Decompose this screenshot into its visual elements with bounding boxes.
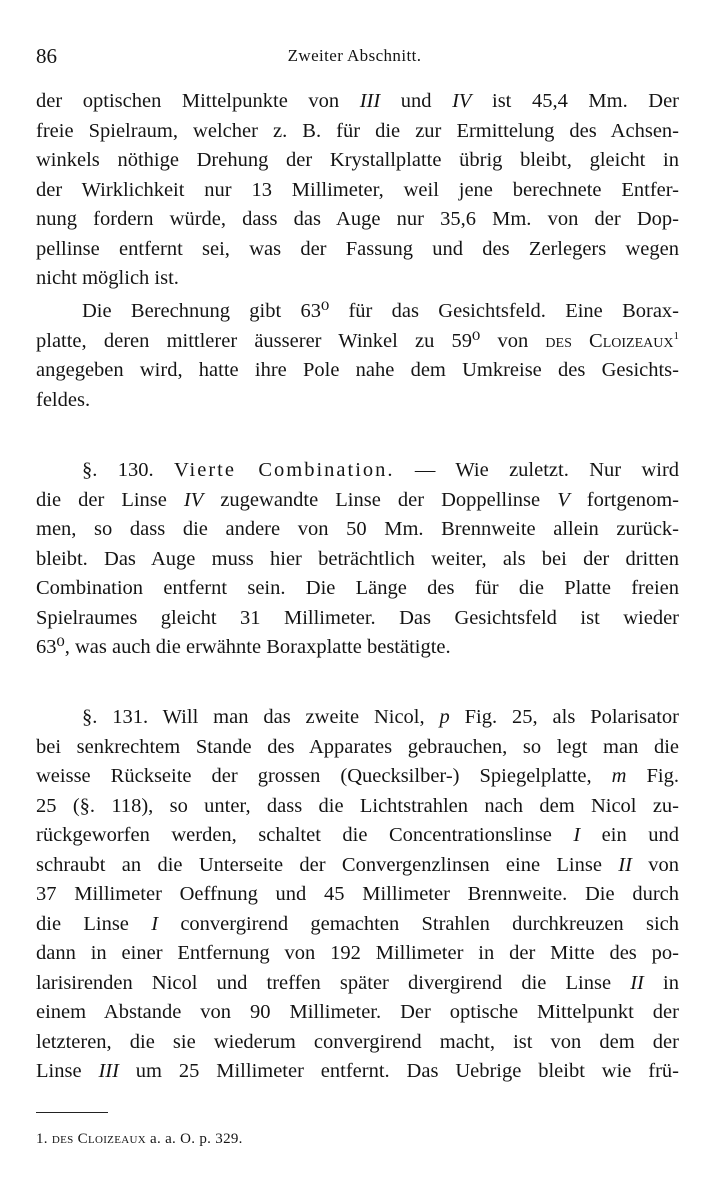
footnote	[36, 1131, 243, 1148]
text-line: rückgeworfen werden, schaltet die Concentrationslinse I ein und	[36, 824, 679, 846]
text-line: die Linse I convergirend gemachten Strahlen durchkreuzen sich	[36, 912, 679, 935]
text-line: Combination entfernt sein. Die Länge des für die Platte freien	[36, 577, 679, 599]
text-line: nicht möglich ist.	[36, 267, 179, 289]
text-line: pellinse entfernt sei, was der Fassung und des Zerlegers wegen	[36, 237, 679, 260]
text-line: der optischen Mittelpunkte von III und IV ist 45,4 Mm. Der	[36, 90, 679, 112]
footnote-reference: a. a. O. p. 329.	[150, 1131, 243, 1147]
section-heading: Vierte Combination.	[173, 459, 395, 481]
text-line: larisirenden Nicol und treffen später divergirend die Linse II in	[36, 971, 679, 994]
paragraph-2	[36, 297, 679, 415]
paragraph-1	[36, 87, 679, 294]
text-line: letzteren, die sie wiederum convergirend macht, ist von dem der	[36, 1030, 679, 1053]
text-line: 37 Millimeter Oeffnung und 45 Millimeter Brennweite. Die durch	[36, 883, 679, 905]
text-line: bei senkrechtem Stande des Apparates gebrauchen, so legt man die	[36, 735, 679, 758]
footnote-number: 1.	[36, 1131, 48, 1147]
section-131	[36, 703, 679, 1087]
running-head: Zweiter Abschnitt.	[287, 46, 422, 65]
section-130	[36, 456, 679, 663]
text-line: weisse Rückseite der grossen (Quecksilber-) Spiegelplatte, m Fig.	[36, 765, 679, 787]
text-line: der Wirklichkeit nur 13 Millimeter, weil jene berechnete Entfer-	[36, 178, 679, 201]
text-line: Die Berechnung gibt 63⁰ für das Gesichtsfeld. Eine Borax-	[82, 300, 679, 322]
text-line: 63⁰, was auch die erwähnte Boraxplatte bestätigte.	[36, 636, 451, 658]
footnote-marker: 1	[673, 329, 679, 342]
text-line: freie Spielraum, welcher z. B. für die zur Ermittelung des Achsen-	[36, 119, 679, 142]
text-line: bleibt. Das Auge muss hier beträchtlich weiter, als bei der dritten	[36, 547, 679, 570]
footnote-divider	[36, 1112, 108, 1113]
text-line: 25 (§. 118), so unter, dass die Lichtstrahlen nach dem Nicol zu-	[36, 794, 679, 817]
text-line: dann in einer Entfernung von 192 Millimeter in der Mitte des po-	[36, 942, 679, 964]
page-number: 86	[36, 44, 57, 68]
text-line: men, so dass die andere von 50 Mm. Brennweite allein zurück-	[36, 518, 679, 540]
text-line: nung fordern würde, dass das Auge nur 35,6 Mm. von der Dop-	[36, 208, 679, 230]
footnote-author: des Cloizeaux	[51, 1131, 146, 1147]
text-line: die der Linse IV zugewandte Linse der Doppellinse V fortgenom-	[36, 488, 679, 511]
text-line: schraubt an die Unterseite der Convergenzlinsen eine Linse II von	[36, 853, 679, 876]
text-line: §. 130. Vierte Combination. — Wie zuletzt. Nur wird	[82, 459, 679, 481]
text-line: platte, deren mittlerer äusserer Winkel zu 59⁰ von des Cloizeaux$^1$	[36, 329, 679, 352]
text-line: angegeben wird, hatte ihre Pole nahe dem Umkreise des Gesichts-	[36, 359, 679, 381]
page-header	[36, 44, 673, 74]
text-line: Linse III um 25 Millimeter entfernt. Das Uebrige bleibt wie frü-	[36, 1060, 679, 1082]
text-line: einem Abstande von 90 Millimeter. Der optische Mittelpunkt der	[36, 1001, 679, 1023]
text-line: Spielraumes gleicht 31 Millimeter. Das Gesichtsfeld ist wieder	[36, 606, 679, 629]
text-line: feldes.	[36, 388, 91, 411]
text-line: §. 131. Will man das zweite Nicol, p Fig. 25, als Polarisator	[82, 706, 679, 728]
text-line: winkels nöthige Drehung der Krystallplatte übrig bleibt, gleicht in	[36, 149, 679, 171]
author-name: des Cloizeaux	[545, 329, 674, 352]
